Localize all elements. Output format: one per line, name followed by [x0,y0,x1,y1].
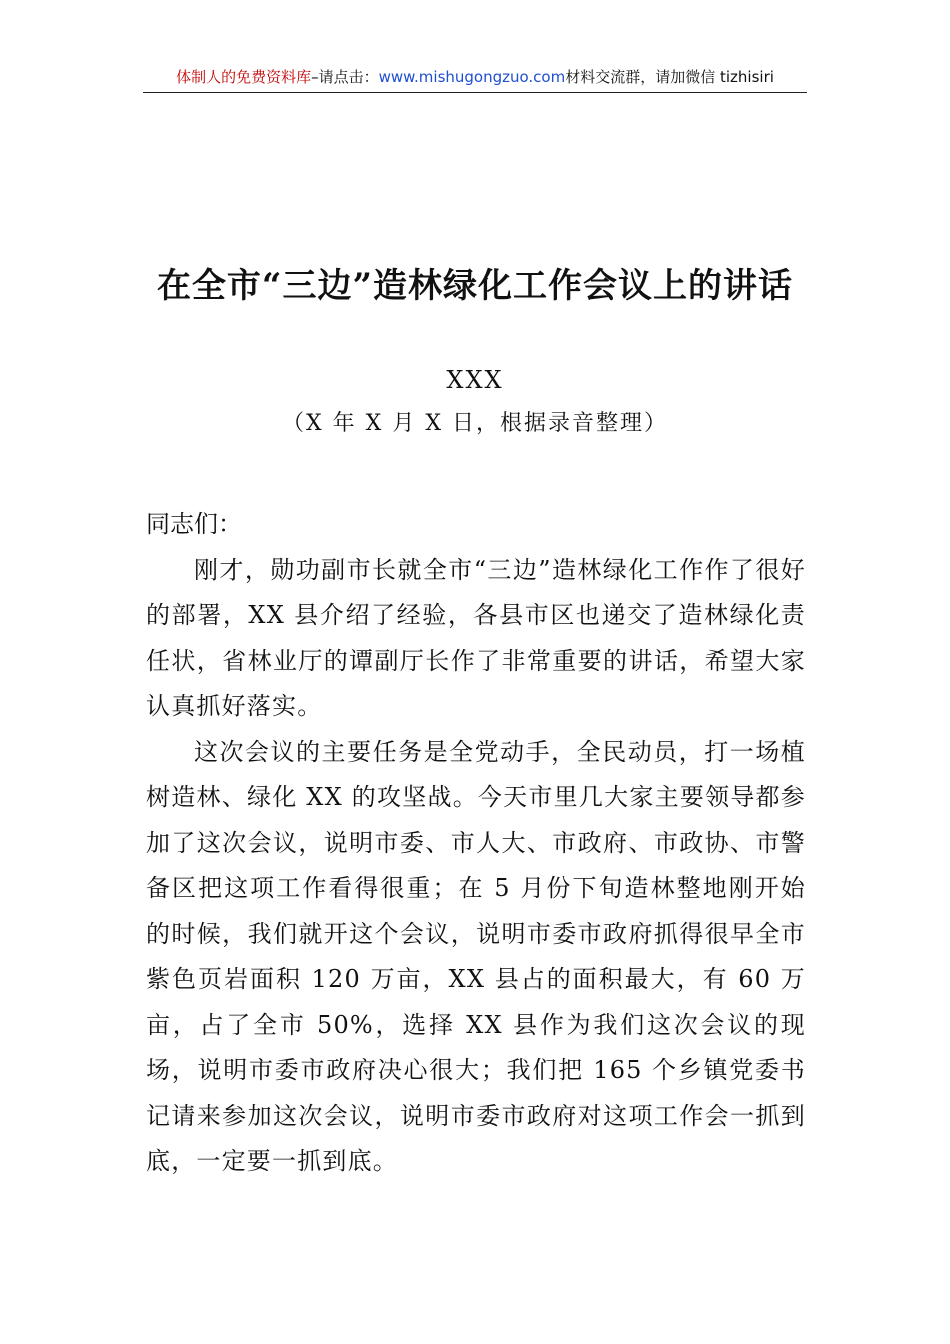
document-author: XXX [446,366,504,394]
header-prompt: –请点击： [311,68,379,86]
page-header [143,66,807,93]
document-title: 在全市“三边”造林绿化工作会议上的讲话 [156,266,794,306]
header-brand: 体制人的免费资料库 [176,68,312,86]
document-date-note: （X 年 X 月 X 日，根据录音整理） [282,411,668,436]
document-body [146,502,806,1185]
salutation: 同志们： [146,510,242,538]
header-suffix: 材料交流群，请加微信 tizhisiri [565,68,774,86]
paragraph: 刚才，勋功副市长就全市“三边”造林绿化工作作了很好的部署，XX 县介绍了经验，各县市区也递交了造林绿化责任状，省林业厅的谭副厅长作了非常重要的讲话，希望大家认真抓好落实。 [146,555,806,720]
header-url-link[interactable]: www.mishugongzuo.com [378,68,566,86]
paragraph: 这次会议的主要任务是全党动手，全民动员，打一场植树造林、绿化 XX 的攻坚战。今天市里几大家主要领导都参加了这次会议，说明市委、市人大、市政府、市政协、市警备区把这项工作看得很重；在 5 月份下旬造林整地刚开始的时候，我们就开这个会议，说明市委市政府抓得很早全市紫色页岩面积 120 万亩，XX 县占的面积最大，有 60 万亩，占了全市 50%，选择 XX 县作为我们这次会议的现场，说明市委市政府决心很大；我们把 165 个乡镇党委书记请来参加这次会议，说明市委市政府对这项工作会一抓到底，一定要一抓到底。 [146,737,806,1175]
